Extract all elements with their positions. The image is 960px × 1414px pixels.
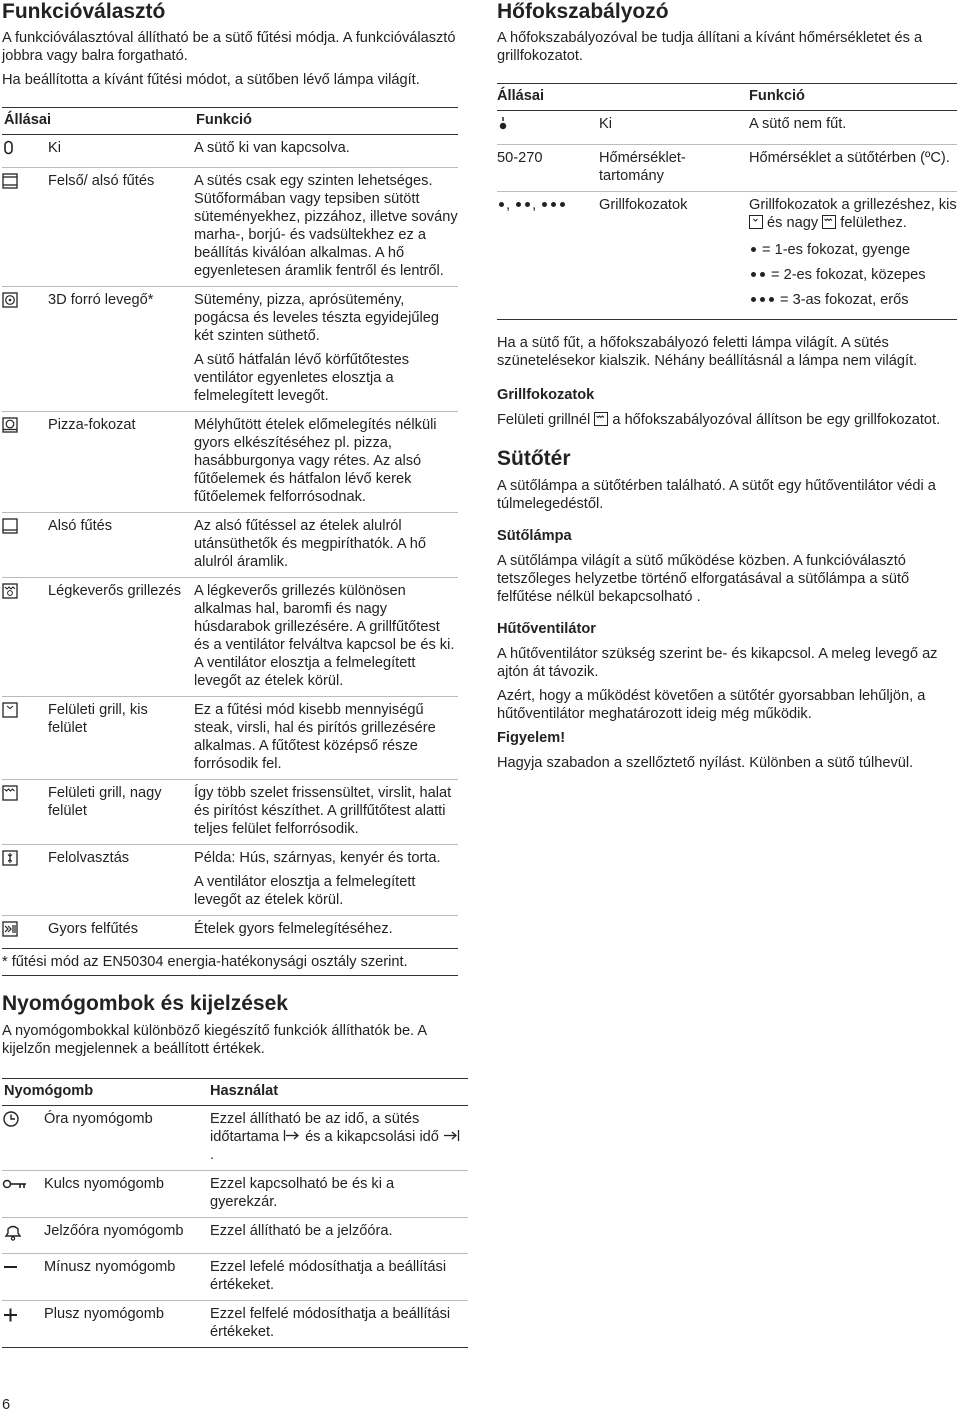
grill-large-area-icon xyxy=(822,215,836,229)
function-table-header xyxy=(2,108,458,135)
buttons-table xyxy=(2,1078,468,1348)
function-row xyxy=(2,697,458,780)
function-name: Ki xyxy=(48,140,61,156)
function-description xyxy=(194,291,458,405)
oven-interior-title: Sütőtér xyxy=(497,447,571,470)
grill-levels-heading: Grillfokozatok xyxy=(497,387,595,403)
3d-hot-air-icon xyxy=(2,291,48,405)
pizza-setting-icon xyxy=(2,416,48,506)
buttons-title: Nyomógombok és kijelzések xyxy=(2,992,288,1015)
button-name: Kulcs nyomógomb xyxy=(44,1176,165,1192)
button-usage xyxy=(210,1305,468,1341)
function-row xyxy=(2,916,458,948)
circulated-air-grill-icon xyxy=(2,582,48,690)
function-description xyxy=(194,784,458,838)
function-description xyxy=(194,172,458,280)
function-row xyxy=(2,578,458,697)
header-usage: Használat xyxy=(210,1083,279,1099)
cooling-fan-text-1: A hűtőventilátor szükség szerint be- és kikapcsol. A meleg levegő az ajtón át távozik. xyxy=(497,646,938,680)
function-row xyxy=(2,780,458,845)
button-usage-text: Ezzel állítható be az idő, a sütés időtartama xyxy=(210,1111,420,1145)
button-name: Mínusz nyomógomb xyxy=(44,1259,176,1275)
grill-description: Grillfokozatok a grillezéshez, kis és nagy felülethez. xyxy=(749,197,957,231)
temperature-row-range xyxy=(497,145,957,192)
function-description xyxy=(194,582,458,690)
button-row xyxy=(2,1106,468,1171)
defrost-icon xyxy=(2,849,48,909)
function-description-paragraph: Mélyhűtött ételek előmelegítés nélküli gyors elkészítéséhez pl. pizza, hasábburgonya vagy rétes. Az alsó fűtőelemek és hátfalon lévő kerek fűtőelemek felforrósodnak. xyxy=(194,417,437,505)
function-selector-title: Funkcióválasztó xyxy=(2,0,166,23)
buttons-intro: A nyomógombokkal különböző kiegészítő funkciók állíthatók be. A kijelzőn megjelennek a beállított értékek. xyxy=(2,1023,427,1057)
grill-level-dots-icon xyxy=(749,267,767,283)
button-name: Óra nyomógomb xyxy=(44,1111,153,1127)
duration-icon xyxy=(283,1129,301,1145)
function-name: Felületi grill, nagy felület xyxy=(48,785,162,819)
range-label: Hőmérséklet-tartomány xyxy=(599,150,686,184)
bell-icon xyxy=(2,1222,44,1247)
left-column xyxy=(2,0,458,1348)
function-row xyxy=(2,287,458,412)
function-name: Felületi grill, kis felület xyxy=(48,702,148,736)
function-description-paragraph: A sütő hátfalán lévő körfűtőtestes ventilátor egyenletes elosztja a felmelegített levegőt. xyxy=(194,352,409,404)
temperature-row-off xyxy=(497,111,957,145)
grill-large-area-icon xyxy=(2,784,48,838)
function-name: Pizza-fokozat xyxy=(48,417,136,433)
warning-heading: Figyelem! xyxy=(497,730,566,746)
button-usage xyxy=(210,1110,468,1164)
off-label: Ki xyxy=(599,116,612,132)
function-description-paragraph: Az alsó fűtéssel az ételek alulról utánsüthetők és megpiríthatók. A hő alulról áramlik. xyxy=(194,518,427,570)
cooling-fan-heading: Hűtőventilátor xyxy=(497,621,596,637)
function-description-paragraph: A légkeverős grillezés különösen alkalmas hal, baromfi és nagy húsdarabok grillezésére. A grillfűtőtest és a ventilátor felváltva kapcsol be és ki. A ventilátor elosztja a felmelegített levegőt az ételek körül. xyxy=(194,583,455,689)
grill-large-area-icon xyxy=(594,412,608,426)
function-description-paragraph: A sütés csak egy szinten lehetséges. Sütőformában vagy tepsiben sütött süteményekhez, pizzához, illetve sovány marha-, borjú- és vadsültekhez ez a beállítás kiválóan alkalmas. A hő egyenletesen áramlik fentről és lentről. xyxy=(194,173,458,279)
button-name: Jelzőóra nyomógomb xyxy=(44,1223,184,1239)
function-row xyxy=(2,412,458,513)
grill-level-dots-icon xyxy=(749,242,758,258)
function-description-paragraph: Ételek gyors felmelegítéséhez. xyxy=(194,921,393,937)
temperature-selector-title: Hőfokszabályozó xyxy=(497,0,669,23)
rapid-heat-icon xyxy=(2,920,48,942)
oven-lamp-heading: Sütőlámpa xyxy=(497,528,572,544)
function-row xyxy=(2,513,458,578)
button-usage-text: Ezzel kapcsolható be és ki a gyerekzár. xyxy=(210,1176,395,1210)
grill-levels-icon: , , xyxy=(497,196,599,232)
button-usage-text: Ezzel felfelé módosíthatja a beállítási értékeket. xyxy=(210,1306,451,1340)
function-name: 3D forró levegő* xyxy=(48,292,154,308)
button-usage xyxy=(210,1175,468,1211)
function-description xyxy=(194,517,458,571)
cooling-fan-text-2: Azért, hogy a működést követően a sütőtér gyorsabban lehűljön, a hűtőventilátor meghatározott ideig még működik. xyxy=(497,688,926,722)
function-table-body xyxy=(2,135,458,948)
grill-levels-text: Felületi grillnél a hőfokszabályozóval állítson be egy grillfokozatot. xyxy=(497,412,941,428)
grill-level-label: = 2-es fokozat, közepes xyxy=(771,267,926,283)
button-row xyxy=(2,1171,468,1218)
off-description: A sütő nem fűt. xyxy=(749,116,847,132)
function-name: Gyors felfűtés xyxy=(48,921,139,937)
zero-position-icon xyxy=(2,139,48,161)
function-description-paragraph: A sütő ki van kapcsolva. xyxy=(194,140,350,156)
top-bottom-heat-icon xyxy=(2,172,48,280)
function-table xyxy=(2,107,458,949)
range-position: 50-270 xyxy=(497,150,543,166)
function-description xyxy=(194,701,458,773)
function-description xyxy=(194,920,458,942)
clock-icon xyxy=(2,1110,44,1164)
button-usage xyxy=(210,1258,468,1294)
temperature-table xyxy=(497,83,957,320)
function-name: Légkeverős grillezés xyxy=(48,583,182,599)
function-description xyxy=(194,139,458,161)
grill-small-area-icon xyxy=(2,701,48,773)
button-row xyxy=(2,1218,468,1254)
buttons-table-header xyxy=(2,1079,468,1106)
function-description-paragraph: Példa: Hús, szárnyas, kenyér és torta. xyxy=(194,850,441,866)
function-description xyxy=(194,416,458,506)
temperature-selector-intro: A hőfokszabályozóval be tudja állítani a kívánt hőmérsékletet és a grillfokozatot. xyxy=(497,30,923,64)
plus-icon xyxy=(2,1305,44,1341)
function-description xyxy=(194,849,458,909)
grill-level-label: = 1-es fokozat, gyenge xyxy=(762,242,911,258)
function-row xyxy=(2,135,458,168)
header-function: Funkció xyxy=(749,88,805,104)
temperature-lamp-note: Ha a sütő fűt, a hőfokszabályozó feletti lámpa világít. A sütés szünetelésekor kialszik. Néhány beállításnál a lámpa nem világít. xyxy=(497,335,918,369)
grill-level-item xyxy=(749,288,957,313)
grill-level-item xyxy=(749,263,957,288)
function-description-paragraph: Sütemény, pizza, aprósütemény, pogácsa és leveles tészta egyidejűleg két szinten süthető. xyxy=(194,292,440,344)
header-function: Funkció xyxy=(196,112,252,128)
function-description-paragraph: A ventilátor elosztja a felmelegített levegőt az ételek körül. xyxy=(194,874,416,908)
grill-level-item xyxy=(749,238,957,263)
button-usage-text: Ezzel állítható be a jelzőóra. xyxy=(210,1223,393,1239)
header-position: Állásai xyxy=(497,88,545,104)
button-name: Plusz nyomógomb xyxy=(44,1306,165,1322)
grill-level-list xyxy=(497,238,957,319)
minus-icon xyxy=(2,1258,44,1294)
warning-text: Hagyja szabadon a szellőztető nyílást. Különben a sütő túlhevül. xyxy=(497,755,914,771)
temperature-row-grill xyxy=(497,192,957,238)
function-row xyxy=(2,845,458,916)
right-column xyxy=(497,0,957,772)
header-button: Nyomógomb xyxy=(4,1083,94,1099)
function-name: Alsó fűtés xyxy=(48,518,113,534)
off-position-icon xyxy=(497,115,599,138)
temperature-table-header xyxy=(497,84,957,111)
page-number: 6 xyxy=(2,1397,11,1413)
oven-lamp-text: A sütőlámpa világít a sütő működése közben. A funkcióválasztó tetszőleges helyzetbe történő elforgatásával a sütőlámpa a sütő felfűtése nélkül bekapcsolható . xyxy=(497,553,910,605)
range-description: Hőmérséklet a sütőtérben (ºC). xyxy=(749,150,950,166)
key-icon xyxy=(2,1175,44,1211)
oven-interior-intro: A sütőlámpa a sütőtérben található. A sütőt egy hűtőventilátor védi a túlmelegedéstől. xyxy=(497,478,936,512)
grill-small-area-icon xyxy=(749,215,763,229)
button-usage xyxy=(210,1222,468,1247)
function-selector-lamp-note: Ha beállította a kívánt fűtési módot, a sütőben lévő lámpa világít. xyxy=(2,72,420,88)
end-time-icon xyxy=(443,1129,461,1145)
function-description-paragraph: Ez a fűtési mód kisebb mennyiségű steak, virsli, hal és pirítós grillezésére alkalmas. A fűtőtest középső része forrósodik fel. xyxy=(194,702,436,772)
button-usage-text: . xyxy=(210,1147,215,1163)
function-row xyxy=(2,168,458,287)
energy-footnote: * fűtési mód az EN50304 energia-hatékonysági osztály szerint. xyxy=(2,953,458,976)
button-usage-text: Ezzel lefelé módosíthatja a beállítási értékeket. xyxy=(210,1259,447,1293)
function-name: Felső/ alsó fűtés xyxy=(48,173,155,189)
function-name: Felolvasztás xyxy=(48,850,130,866)
grill-label: Grillfokozatok xyxy=(599,197,688,213)
function-selector-intro: A funkcióválasztóval állítható be a sütő fűtési módja. A funkcióválasztó jobbra vagy balra forgatható. xyxy=(2,30,456,64)
button-row xyxy=(2,1254,468,1301)
grill-level-label: = 3-as fokozat, erős xyxy=(780,292,909,308)
function-description-paragraph: Így több szelet frissensültet, virslit, halat és pirítóst készíthet. A grillfűtőtest alatti teljes felület felforrósodik. xyxy=(194,785,452,837)
bottom-heat-icon xyxy=(2,517,48,571)
header-position: Állásai xyxy=(4,112,52,128)
button-row xyxy=(2,1301,468,1347)
buttons-table-body xyxy=(2,1106,468,1347)
button-usage-text: és a kikapcsolási idő xyxy=(301,1129,443,1145)
grill-level-dots-icon xyxy=(749,292,776,308)
